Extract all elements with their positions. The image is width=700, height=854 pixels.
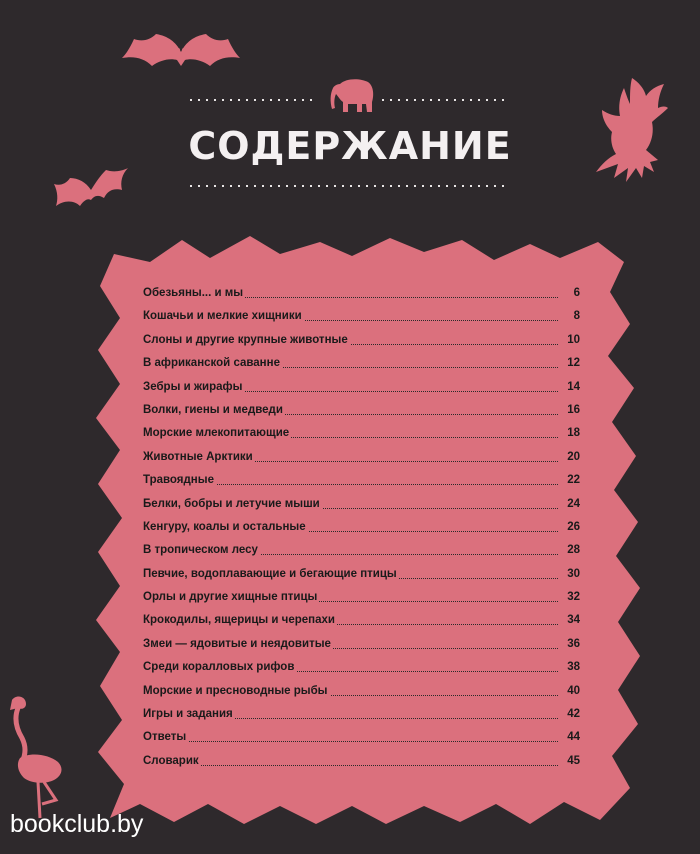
toc-item: [143, 750, 580, 773]
toc-item-label: Волки, гиены и медведи: [143, 399, 285, 422]
toc-item-page: 32: [567, 591, 580, 604]
toc-item-page: 22: [567, 474, 580, 487]
toc-item-label: В африканской саванне: [143, 352, 282, 375]
toc-item-page: 20: [567, 450, 580, 463]
bat-icon: [50, 166, 132, 212]
toc-item-label: Среди коралловых рифов: [143, 656, 296, 679]
toc-item: [143, 329, 580, 352]
toc-item: [143, 376, 580, 399]
toc-item: [143, 305, 580, 328]
toc-leader-dots: [143, 765, 558, 766]
toc-item: [143, 680, 580, 703]
toc-item-page: 42: [567, 708, 580, 721]
toc-item-label: Кошачьи и мелкие хищники: [143, 305, 304, 328]
toc-item: [143, 656, 580, 679]
site-watermark: bookclub.by: [10, 810, 144, 838]
toc-item-page: 14: [567, 380, 580, 393]
toc-item-label: Зебры и жирафы: [143, 376, 244, 399]
toc-item-page: 36: [567, 637, 580, 650]
toc-item-label: Морские и пресноводные рыбы: [143, 680, 330, 703]
toc-item-label: Словарик: [143, 750, 201, 773]
divider-bottom: [190, 182, 510, 190]
toc-item-page: 28: [567, 544, 580, 557]
toc-item-label: Травоядные: [143, 469, 216, 492]
toc-item: [143, 726, 580, 749]
toc-item: [143, 422, 580, 445]
page-title: СОДЕРЖАНИЕ: [188, 124, 512, 168]
toc-item-label: Орлы и другие хищные птицы: [143, 586, 319, 609]
toc-item: [143, 609, 580, 632]
toc-item: [143, 352, 580, 375]
toc-item: [143, 703, 580, 726]
toc-item-label: Змеи — ядовитые и неядовитые: [143, 633, 333, 656]
elephant-icon: [328, 76, 376, 114]
toc-item: [143, 469, 580, 492]
toc-item-page: 38: [567, 661, 580, 674]
toc-item-page: 34: [567, 614, 580, 627]
toc-item: [143, 282, 580, 305]
flamingo-icon: [4, 692, 68, 822]
toc-item-label: Белки, бобры и летучие мыши: [143, 493, 322, 516]
toc-item-label: Морские млекопитающие: [143, 422, 291, 445]
toc-item: [143, 539, 580, 562]
toc-list: [143, 282, 580, 773]
toc-item-label: Певчие, водоплавающие и бегающие птицы: [143, 563, 399, 586]
toc-item-label: Игры и задания: [143, 703, 235, 726]
toc-item-page: 24: [567, 497, 580, 510]
toc-item: [143, 563, 580, 586]
toc-item-label: Обезьяны... и мы: [143, 282, 245, 305]
toc-item-page: 6: [573, 287, 580, 299]
toc-item-page: 44: [567, 731, 580, 744]
toc-item-label: Ответы: [143, 726, 188, 749]
toc-item: [143, 586, 580, 609]
toc-item: [143, 516, 580, 539]
eagle-icon: [588, 74, 670, 196]
toc-item-page: 8: [573, 310, 580, 323]
toc-item-label: Крокодилы, ящерицы и черепахи: [143, 609, 337, 632]
toc-item-page: 45: [567, 754, 580, 767]
toc-item-page: 10: [567, 333, 580, 346]
toc-leader-dots: [143, 741, 558, 742]
toc-item-page: 18: [567, 427, 580, 440]
toc-item-page: 30: [567, 567, 580, 580]
toc-item-label: В тропическом лесу: [143, 539, 260, 562]
toc-item-page: 26: [567, 520, 580, 533]
toc-item-page: 40: [567, 684, 580, 697]
toc-item: [143, 399, 580, 422]
toc-item: [143, 493, 580, 516]
toc-item-page: 12: [567, 357, 580, 370]
toc-item: [143, 633, 580, 656]
toc-item-label: Слоны и другие крупные животные: [143, 329, 350, 352]
toc-item: [143, 446, 580, 469]
toc-item-label: Животные Арктики: [143, 446, 255, 469]
toc-item-label: Кенгуру, коалы и остальные: [143, 516, 308, 539]
toc-item-page: 16: [567, 403, 580, 416]
